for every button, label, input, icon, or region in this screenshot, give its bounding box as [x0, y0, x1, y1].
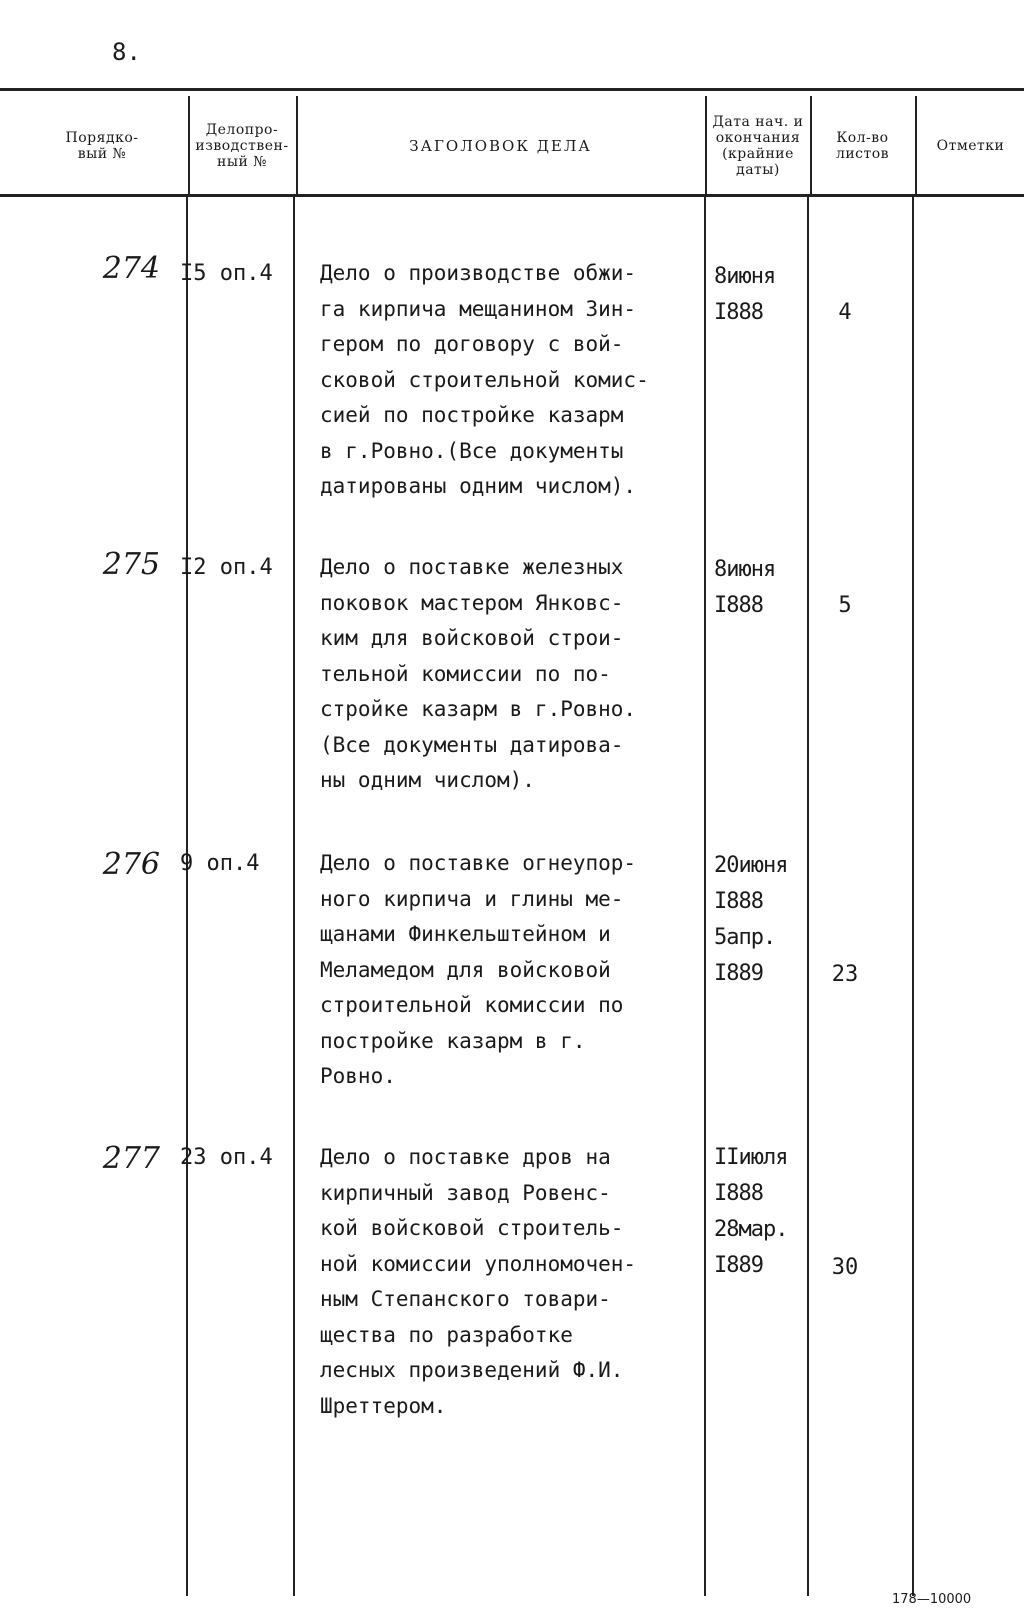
row-3-office-number: 9 оп.4 — [180, 851, 260, 876]
body-divider-1 — [186, 196, 188, 1596]
row-3-seq-number: 276 — [102, 847, 160, 882]
body-divider-4 — [807, 196, 809, 1596]
header-bottom-rule — [0, 194, 1024, 197]
row-2-sheet-count: 5 — [838, 593, 852, 618]
row-1-dates: 8июня I888 — [714, 264, 776, 325]
row-3-case-title: Дело о поставке огнеупор- ного кирпича и глины ме- щанами Финкельштейном и Меламедом для войсковой строительной комиссии по постройке казарм в г. Ровно. — [320, 851, 637, 1088]
body-divider-2 — [293, 196, 295, 1596]
row-4-seq-number: 277 — [102, 1141, 160, 1176]
row-4-sheet-count: 30 — [831, 1255, 859, 1280]
row-3-dates: 20июня I888 5апр. I889 — [714, 853, 788, 986]
header-office-number: Делопро- изводствен- ный № — [195, 122, 289, 170]
row-2-seq-number: 275 — [102, 547, 160, 582]
row-1-sheet-count: 4 — [838, 300, 852, 325]
header-sheet-count: Кол-во листов — [835, 130, 890, 162]
row-3-sheet-count: 23 — [831, 962, 859, 987]
header-notes: Отметки — [936, 138, 1005, 154]
row-1-case-title: Дело о производстве обжи- га кирпича мещанином Зин- гером по договору с вой- сковой строительной комис- сией по постройке казарм в г.Ровно.(Все документы датированы одним числом). — [320, 261, 649, 498]
row-1-office-number: I5 оп.4 — [180, 261, 273, 286]
row-1-seq-number: 274 — [102, 251, 160, 286]
row-4-case-title: Дело о поставке дров на кирпичный завод Ровенс- кой войсковой строитель- ной комиссии уполномочен- ным Степанского товари- щества по разработке лесных произведений Ф.И. Шреттером. — [320, 1145, 637, 1418]
row-2-office-number: I2 оп.4 — [180, 555, 273, 580]
row-4-dates: IIиюля I888 28мар. I889 — [714, 1145, 788, 1278]
header-case-title: ЗАГОЛОВОК ДЕЛА — [409, 137, 592, 155]
row-4-office-number: 23 оп.4 — [180, 1145, 273, 1170]
row-2-dates: 8июня I888 — [714, 557, 776, 618]
body-divider-3 — [704, 196, 706, 1596]
body-divider-5 — [912, 196, 914, 1596]
page-number: 8. — [112, 38, 141, 66]
header-dates: Дата нач. и окончания (крайние даты) — [712, 114, 804, 178]
header-seq-number: Порядко- вый № — [65, 130, 139, 162]
table-top-rule — [0, 88, 1024, 91]
row-2-case-title: Дело о поставке железных поковок мастером Янковс- ким для войсковой строи- тельной комиссии по по- стройке казарм в г.Ровно. (Все документы датирова- ны одним числом). — [320, 555, 637, 792]
print-run-code: 178—10000 — [892, 1592, 972, 1607]
